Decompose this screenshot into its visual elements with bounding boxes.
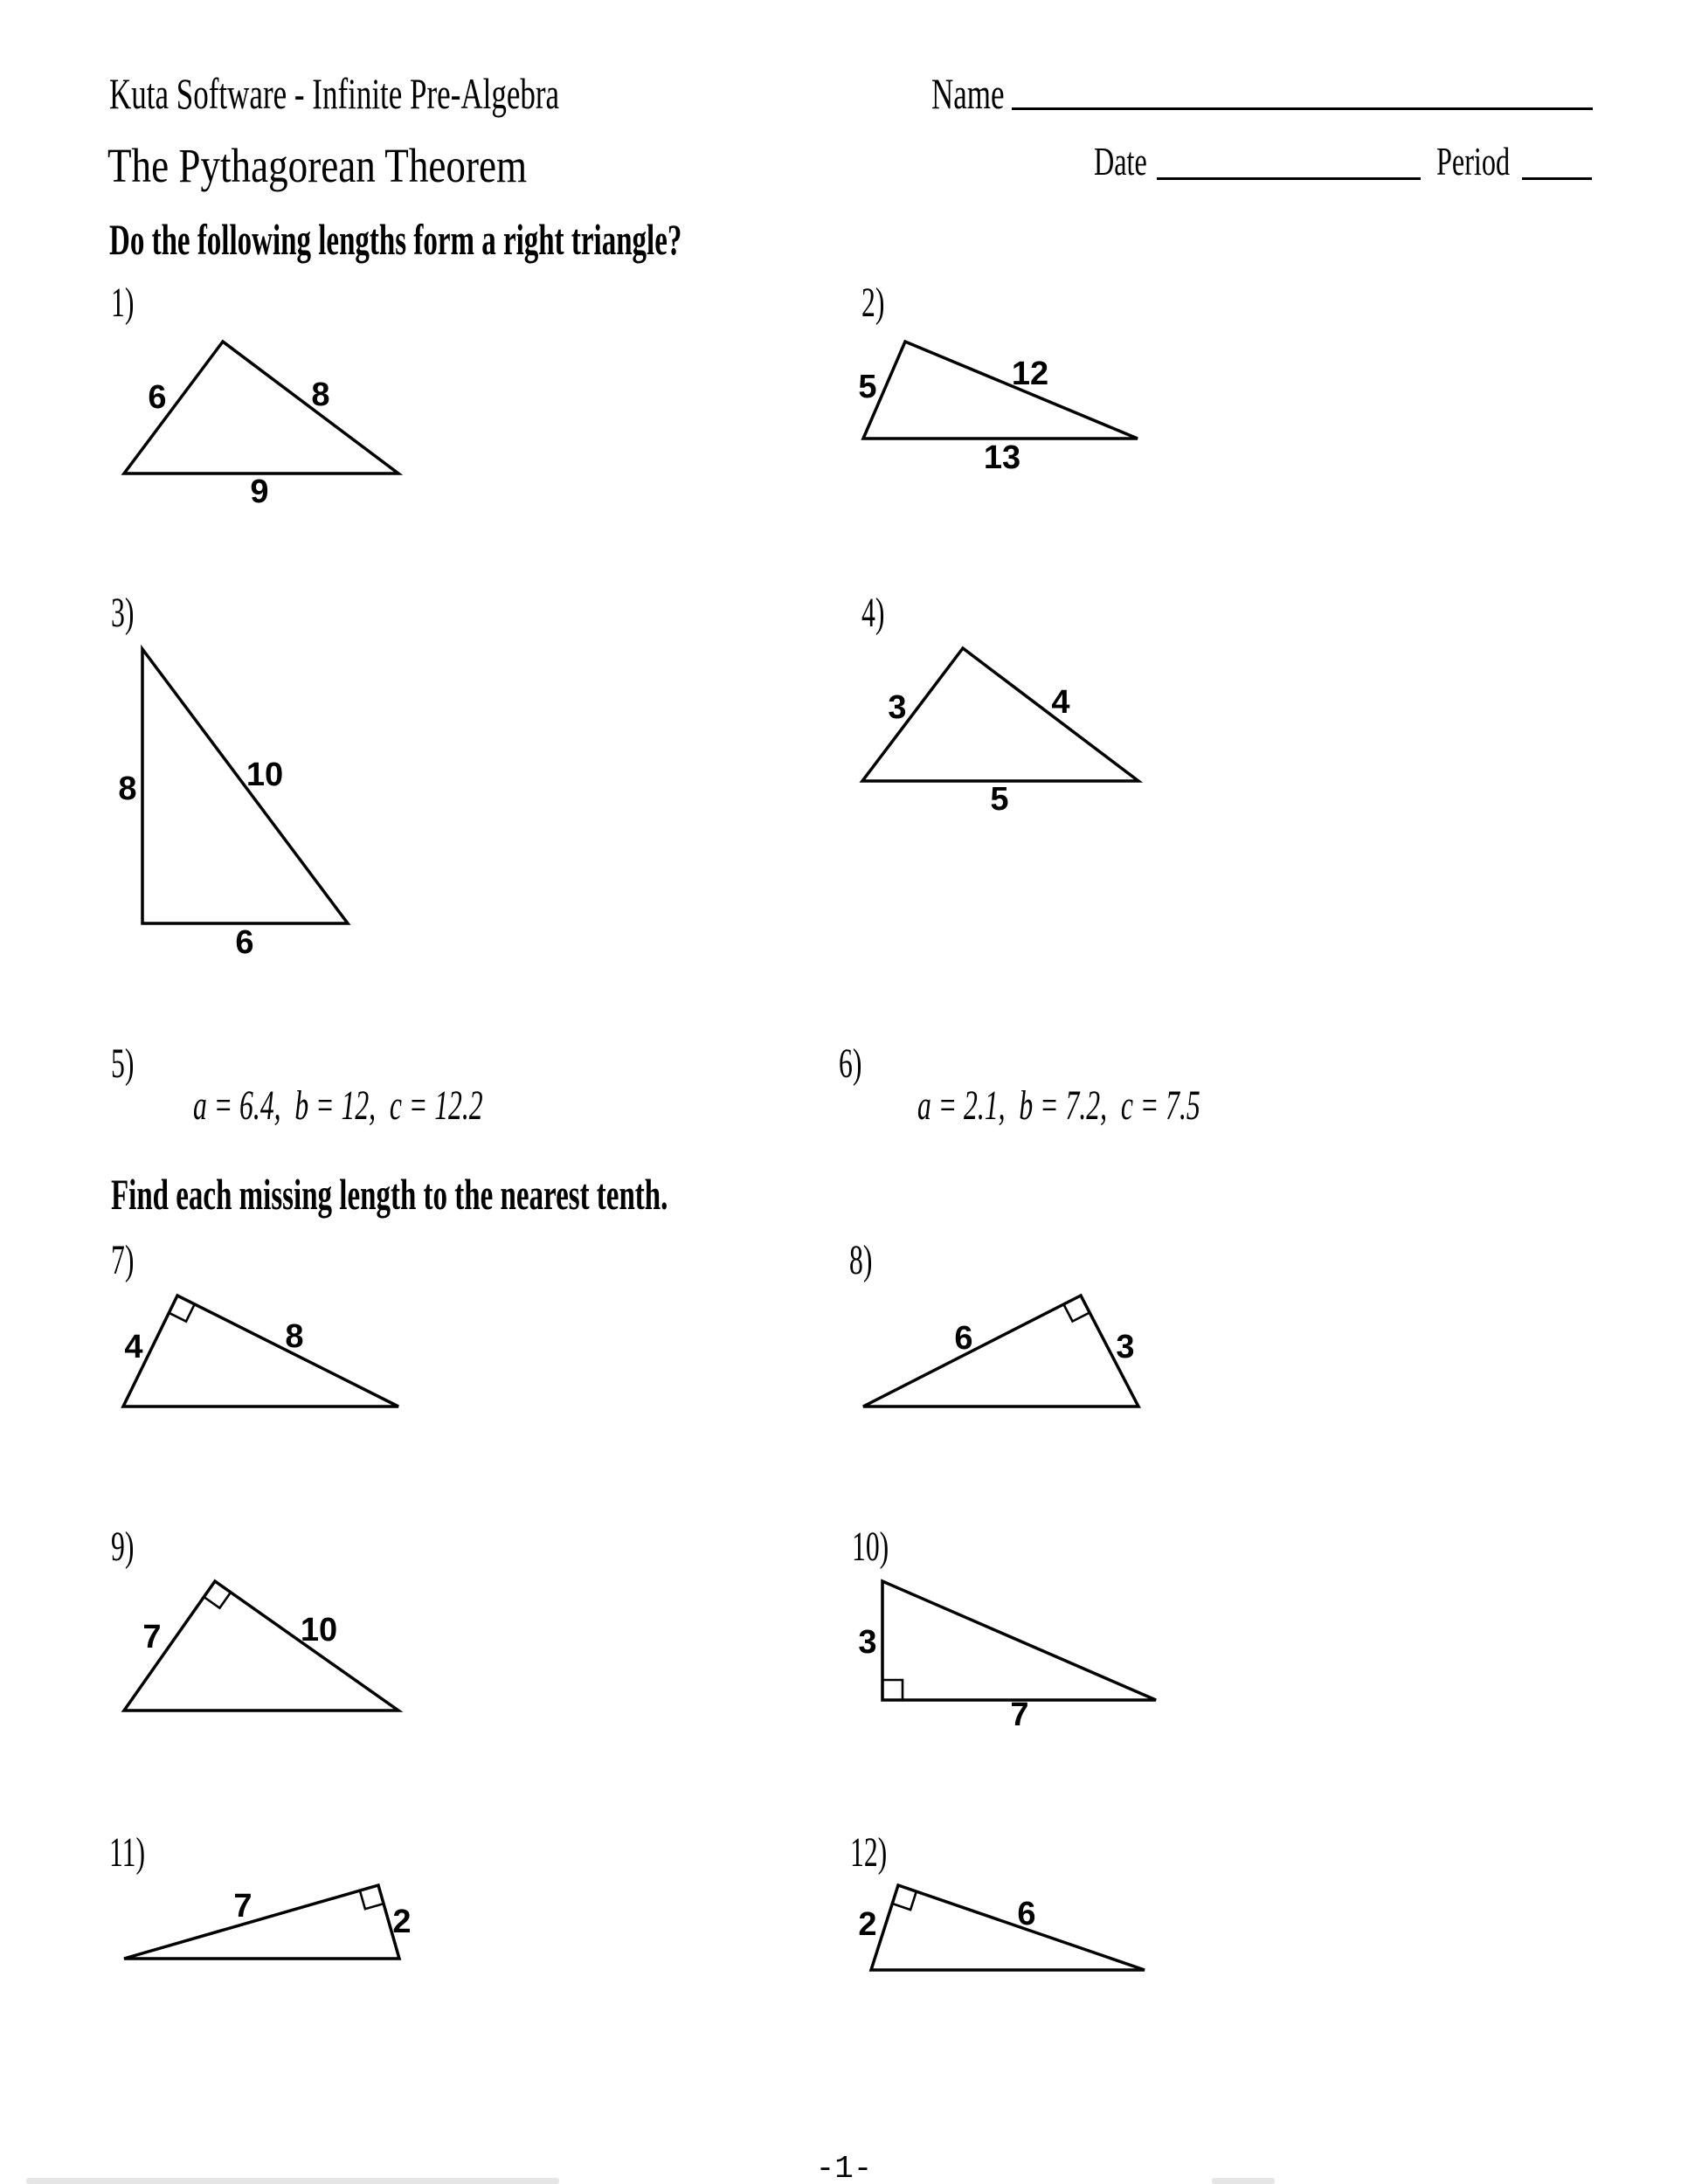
side-label: 7 (233, 1888, 253, 1925)
section-1-heading: Do the following lengths form a right triangle? (109, 215, 682, 264)
problem-11-number: 11) (109, 1829, 146, 1876)
side-label: 3 (858, 1624, 877, 1661)
side-label: 3 (1116, 1329, 1135, 1365)
date-label: Date (1094, 139, 1147, 183)
problem-4-number: 4) (861, 590, 885, 636)
period-label: Period (1436, 139, 1511, 183)
side-label: 10 (300, 1612, 338, 1648)
triangle-7-figure (114, 1284, 411, 1420)
name-blank-line (1012, 79, 1593, 110)
problem-12-number: 12) (850, 1829, 888, 1876)
problem-6-number: 6) (839, 1040, 862, 1087)
name-label: Name (931, 69, 1005, 118)
side-label: 8 (285, 1318, 304, 1355)
problem-6-values: a = 2.1, b = 7.2, c = 7.5 (917, 1082, 1200, 1129)
side-label: 2 (392, 1904, 412, 1940)
problem-10-number: 10) (852, 1524, 889, 1570)
right-angle-marker (882, 1680, 903, 1700)
side-label: 6 (235, 924, 254, 961)
side-label: 6 (954, 1320, 973, 1357)
side-label: 13 (983, 439, 1021, 476)
page-title: The Pythagorean Theorem (107, 139, 528, 192)
period-blank-line (1522, 149, 1592, 180)
problem-9-number: 9) (111, 1524, 135, 1570)
page-number: -1- (815, 2151, 873, 2184)
side-label: 6 (1017, 1896, 1036, 1932)
problem-2-number: 2) (861, 280, 885, 326)
right-angle-marker (204, 1593, 231, 1608)
section-2-heading: Find each missing length to the nearest tenth. (111, 1170, 668, 1219)
side-label: 5 (858, 369, 877, 405)
date-blank-line (1157, 149, 1421, 180)
problem-8-number: 8) (849, 1237, 873, 1283)
triangle-10-figure (869, 1568, 1171, 1712)
problem-5-number: 5) (111, 1040, 135, 1087)
side-label: 9 (250, 473, 269, 510)
side-label: 12 (1011, 356, 1049, 392)
page-bottom-artifact (1212, 2178, 1275, 2184)
triangle-11-figure (114, 1874, 411, 1970)
page-bottom-artifact (26, 2178, 559, 2184)
triangle-12-figure (861, 1874, 1158, 1983)
side-label: 3 (888, 689, 907, 726)
side-label: 4 (124, 1329, 143, 1365)
side-label: 8 (311, 377, 330, 413)
side-label: 5 (990, 781, 1009, 818)
side-label: 2 (858, 1906, 877, 1943)
side-label: 7 (142, 1619, 162, 1655)
triangle-8-figure (852, 1284, 1149, 1420)
triangle-3-figure (131, 638, 358, 935)
problem-5-values: a = 6.4, b = 12, c = 12.2 (193, 1082, 483, 1129)
course-name: Kuta Software - Infinite Pre-Algebra (109, 69, 560, 118)
side-label: 7 (1010, 1697, 1029, 1733)
problem-1-number: 1) (111, 280, 135, 326)
triangle-2-figure (854, 330, 1147, 448)
side-label: 8 (118, 771, 137, 807)
problem-7-number: 7) (111, 1237, 135, 1283)
side-label: 4 (1051, 684, 1070, 721)
side-label: 6 (148, 379, 167, 416)
side-label: 10 (246, 757, 284, 793)
problem-3-number: 3) (111, 590, 135, 636)
